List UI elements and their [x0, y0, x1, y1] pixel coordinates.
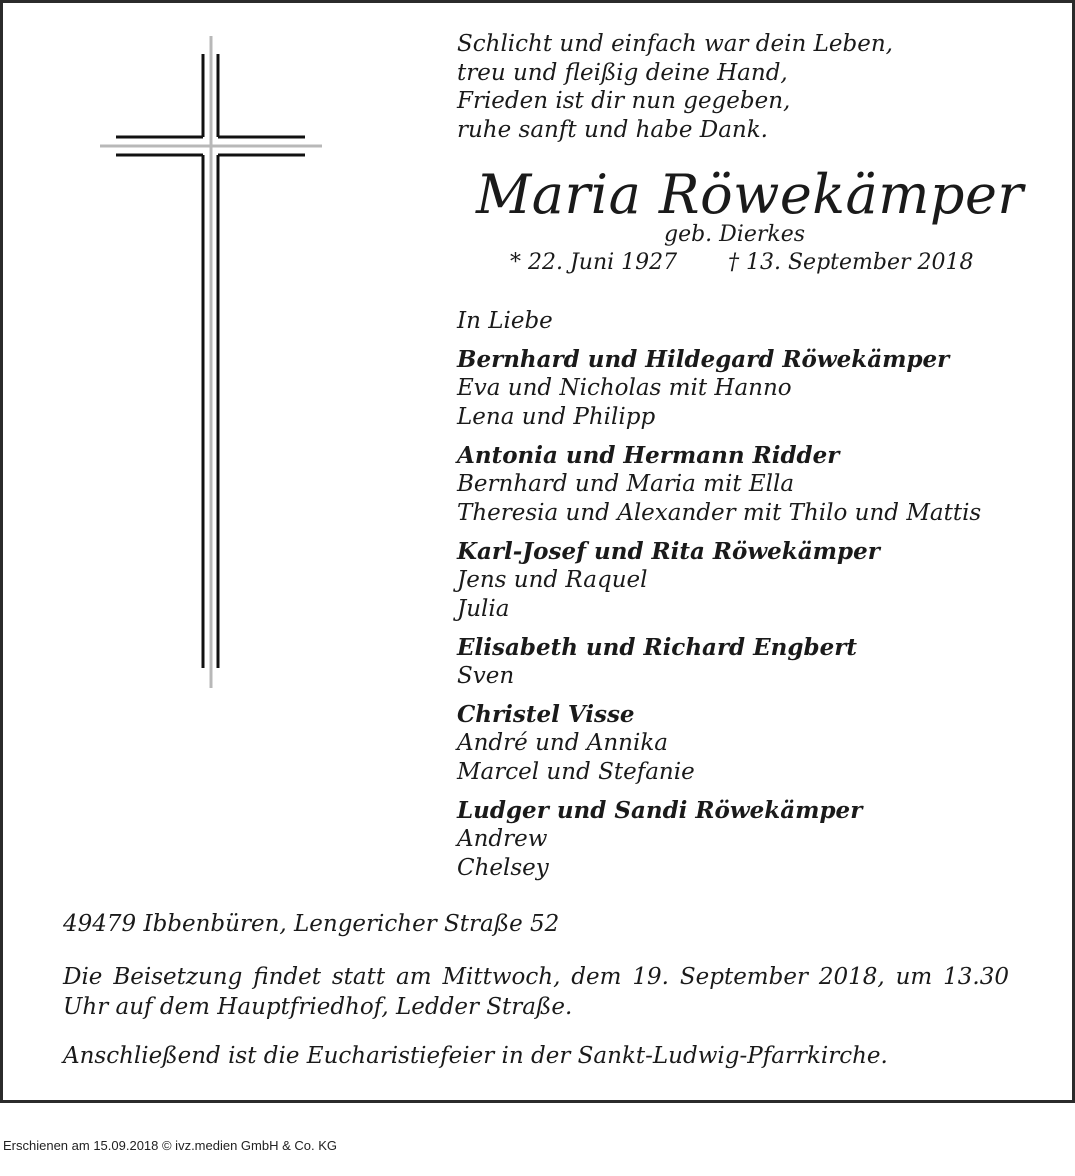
birth-date: * 22. Juni 1927 — [510, 250, 678, 275]
family-member: Julia — [457, 596, 510, 622]
family-member: André und Annika — [457, 730, 668, 756]
publication-footer: Erschienen am 15.09.2018 © ivz.medien GmbH & Co. KG — [3, 1138, 338, 1153]
family-head: Karl-Josef und Rita Röwekämper — [457, 538, 880, 565]
family-member: Sven — [457, 663, 515, 689]
mourners-list — [457, 307, 981, 892]
family-member: Bernhard und Maria mit Ella — [457, 471, 795, 497]
family-group — [457, 537, 981, 624]
family-member: Jens und Raquel — [457, 567, 648, 593]
family-head: Elisabeth und Richard Engbert — [457, 634, 857, 661]
poem-line: treu und fleißig deine Hand, — [457, 59, 788, 86]
family-group — [457, 345, 981, 432]
family-group — [457, 796, 981, 883]
poem — [457, 30, 893, 144]
family-member: Theresia und Alexander mit Thilo und Mattis — [457, 500, 982, 526]
family-member: Andrew — [457, 826, 548, 852]
birth-name: geb. Dierkes — [664, 222, 806, 247]
mourners-intro: In Liebe — [457, 308, 553, 334]
death-date: † 13. September 2018 — [728, 250, 974, 275]
family-member: Eva und Nicholas mit Hanno — [457, 375, 792, 401]
family-head: Christel Visse — [457, 701, 635, 728]
family-head: Bernhard und Hildegard Röwekämper — [457, 346, 950, 373]
family-head: Ludger und Sandi Röwekämper — [457, 797, 863, 824]
family-group — [457, 633, 981, 691]
cross-icon — [100, 36, 322, 688]
family-member: Marcel und Stefanie — [457, 759, 695, 785]
family-head: Antonia und Hermann Ridder — [457, 442, 840, 469]
family-member: Chelsey — [457, 855, 549, 881]
poem-line: ruhe sanft und habe Dank. — [457, 116, 768, 143]
mass-notice: Anschließend ist die Eucharistiefeier in der Sankt-Ludwig-Pfarrkirche. — [63, 1043, 888, 1069]
poem-line: Frieden ist dir nun gegeben, — [457, 88, 791, 114]
family-member: Lena und Philipp — [457, 404, 656, 430]
poem-line: Schlicht und einfach war dein Leben, — [457, 31, 893, 57]
address: 49479 Ibbenbüren, Lengericher Straße 52 — [63, 911, 560, 937]
family-group — [457, 700, 981, 787]
family-group — [457, 441, 981, 528]
deceased-name: Maria Röwekämper — [476, 163, 1024, 226]
burial-notice: Die Beisetzung findet statt am Mittwoch, dem 19. September 2018, um 13.30 Uhr auf dem Hauptfriedhof, Ledder Straße. — [63, 964, 1009, 1020]
